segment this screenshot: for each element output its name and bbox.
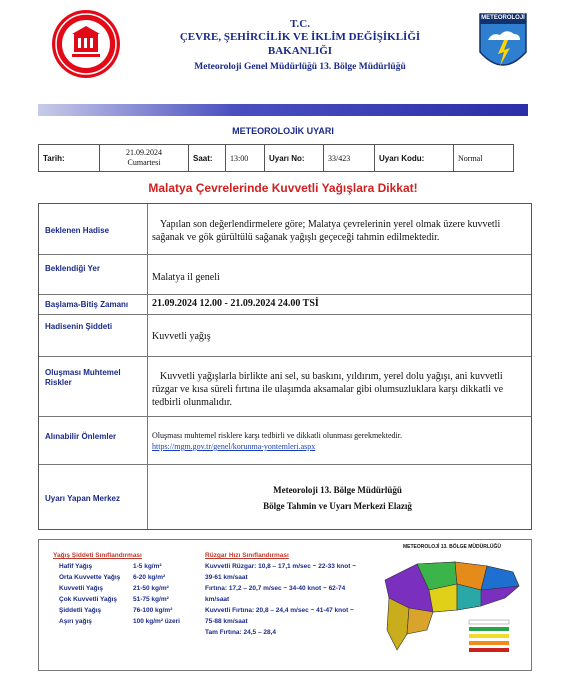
wind-class-line: km/saat: [205, 596, 230, 603]
rain-class-name: Çok Kuvvetli Yağış: [59, 596, 118, 603]
row-center: [39, 464, 531, 529]
warning-code-value: Normal: [454, 145, 514, 172]
wind-class-line: Tam Fırtına: 24,5 – 28,4: [205, 629, 277, 636]
rain-class-value: 51-75 kg/m²: [133, 596, 169, 603]
expected-place-value: Malatya il geneli: [152, 272, 220, 283]
region-map-title: METEOROLOJİ 13. BÖLGE MÜDÜRLÜĞÜ: [402, 544, 502, 550]
region-map: [377, 544, 527, 666]
rain-class-item: [53, 616, 203, 627]
rain-class-name: Aşırı yağış: [59, 618, 92, 625]
measures-label: Alınabilir Önlemler: [45, 432, 117, 441]
measures-text: Oluşması muhtemel risklere karşı tedbirli ve dikkatli olunması gerekmektedir.: [152, 431, 402, 440]
measures-link[interactable]: https://mgm.gov.tr/genel/korunma-yontemleri.aspx: [152, 442, 316, 451]
header-line4: Meteoroloji Genel Müdürlüğü 13. Bölge Müdürlüğü: [194, 62, 406, 72]
time-range-value: 21.09.2024 12.00 - 21.09.2024 24.00 TSİ: [152, 298, 319, 309]
rain-class-value: 100 kg/m² üzeri: [133, 618, 180, 625]
row-severity: [39, 314, 531, 357]
row-risks: [39, 356, 531, 417]
row-time-range: [39, 294, 531, 315]
wind-class-line: 75-88 km/saat: [205, 618, 248, 625]
warning-code-label: Uyarı Kodu:: [375, 145, 454, 172]
rain-class-name: Orta Kuvvette Yağış: [59, 574, 121, 581]
warning-no-value: 33/423: [324, 145, 375, 172]
rain-class-item: [53, 594, 203, 605]
expected-event-value: Yapılan son değerlendirmelere göre; Malatya çevrelerinin yerel olmak üzere kuvvetli sağanak ve gök gürültülü sağanak yağışlı geçeceği tahmin edilmektedir.: [152, 219, 501, 243]
wind-class-line: Fırtına: 17,2 – 20,7 m/sec ~ 34-40 knot ~ 62-74: [205, 585, 346, 592]
row-expected-event: [39, 204, 531, 255]
rain-class-value: 76-100 kg/m²: [133, 607, 173, 614]
rain-class-name: Şiddetli Yağış: [59, 607, 102, 614]
date-label: Tarih:: [39, 145, 100, 172]
warning-headline: Malatya Çevrelerinde Kuvvetli Yağışlara Dikkat!: [148, 181, 418, 195]
classification-box: [38, 539, 532, 671]
rain-class-value: 21-50 kg/m²: [133, 585, 169, 592]
rain-class-item: [53, 561, 203, 572]
rain-class-value: 1-5 kg/m²: [133, 563, 162, 570]
severity-label: Hadisenin Şiddeti: [45, 322, 113, 331]
rain-class-item: [53, 583, 203, 594]
rain-class-item: [53, 572, 203, 583]
header-line1: T.C.: [290, 18, 310, 30]
wind-class-line: Kuvvetli Rüzgar: 10,8 – 17,1 m/sec ~ 22-33 knot ~: [205, 563, 357, 570]
risks-value: Kuvvetli yağışlarla birlikte ani sel, su baskını, yıldırım, yerel dolu yağışı, ani kuvvetli rüzgar ve kısa süreli fırtına ile ulaşımda aksamalar gibi olumsuzluklara karşı dikkatli ve tedbirli olunmalıdır.: [152, 371, 504, 408]
time-range-label: Başlama-Bitiş Zamanı: [45, 300, 129, 309]
rain-classes: [53, 550, 203, 627]
time-label: Saat:: [189, 145, 226, 172]
expected-place-label: Beklendiği Yer: [45, 264, 100, 273]
rain-class-name: Hafif Yağış: [59, 563, 93, 570]
measures-value: [152, 430, 523, 452]
date-value: 21.09.2024 Cumartesi: [100, 145, 189, 172]
rain-class-value: 6-20 kg/m²: [133, 574, 166, 581]
wind-class-line: Kuvvetli Fırtına: 20,8 – 24,4 m/sec ~ 41-47 knot ~: [205, 607, 354, 614]
document-title: METEOROLOJİK UYARI: [232, 126, 334, 136]
center-label: Uyarı Yapan Merkez: [45, 494, 121, 503]
rain-class-item: [53, 605, 203, 616]
rain-class-name: Kuvvetli Yağış: [59, 585, 103, 592]
risks-label: Oluşması Muhtemel Riskler: [45, 368, 121, 387]
header-line2: ÇEVRE, ŞEHİRCİLİK VE İKLİM DEĞİŞİKLİĞİ: [179, 31, 421, 43]
warning-no-label: Uyarı No:: [265, 145, 324, 172]
center-value: Meteoroloji 13. Bölge Müdürlüğü Bölge Tahmin ve Uyarı Merkezi Elazığ: [263, 485, 412, 511]
expected-event-label: Beklenen Hadise: [45, 226, 110, 235]
wind-class-line: 39-61 km/saat: [205, 574, 248, 581]
header-blue-bar: [38, 104, 528, 116]
meteoroloji-logo-text: METEOROLOJİ: [481, 15, 525, 21]
wind-classes-title: Rüzgar Hızı Sınıflandırması: [205, 552, 289, 559]
region-map-graphic: [377, 550, 527, 662]
row-expected-place: [39, 254, 531, 295]
ministry-logo: [50, 8, 122, 80]
meteoroloji-logo: [478, 12, 528, 78]
row-measures: [39, 416, 531, 465]
info-table: [38, 144, 514, 172]
time-value: 13:00: [226, 145, 265, 172]
wind-classes: [205, 550, 375, 638]
warning-details: [38, 203, 532, 530]
rain-classes-title: Yağış Şiddeti Sınıflandırması: [53, 552, 142, 559]
header-line3: BAKANLIĞI: [267, 45, 333, 57]
severity-value: Kuvvetli yağış: [152, 331, 211, 342]
